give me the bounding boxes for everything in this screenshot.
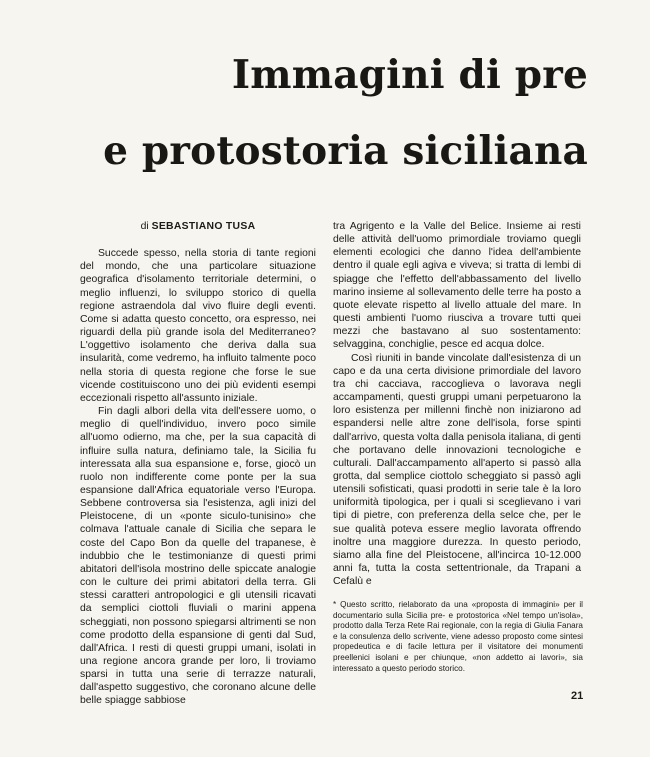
body-paragraph: Succede spesso, nella storia di tante regioni del mondo, che una particolare situazione geografica d'isolamento territoriale determini, o meglio influenzi, lo sviluppo storico di quella regione astraendola dal vivo fluire degli eventi. Come si adatta questo concetto, ora espresso, nei riguardi della più grande isola del Mediterraneo? L'oggettivo isolamento che deriva dalla sua insularità, come vedremo, ha influito talmente poco nella storia di questa regione che forse le sue vicende costituiscono uno dei più evidenti esempi eccezionali rispetto all'assunto iniziale. bbox=[80, 248, 316, 404]
right-column bbox=[333, 220, 581, 588]
byline-prefix: di bbox=[140, 221, 149, 232]
page-number: 21 bbox=[571, 690, 584, 702]
body-paragraph: Fin dagli albori della vita dell'essere uomo, o meglio di quell'individuo, invero poco simile all'uomo odierno, ma che, per la sua capacità di influire sulla natura, definiamo tale, la Sicilia fu interessata alla sua espansione e, forse, giocò un ruolo non indifferente come ponte per la sua espansione dall'Africa equatoriale verso l'Europa. Sebbene controversa sia l'esistenza, agli inizi del Pleistocene, di un «ponte siculo-tunisino» che colmava l'attuale canale di Sicilia che separa le coste del Capo Bon da quelle del trapanese, è indubbio che le testimonianze di questi primi abitatori dell'isola mostrino delle spiccate analogie con le culture dei primi abitatori della terra. Gli stessi caratteri antropologici e gli utensili ricavati da semplici ciottoli fluviali o marini appena scheggiati, non possono spiegarsi altrimenti se non come prodotto della espansione di genti dal Sud, dall'Africa. I resti di questi gruppi umani, isolati in una regione ancora grande per loro, li troviamo sparsi in tutta una serie di terrazze naturali, dall'aspetto suggestivo, che coronano alcune delle belle spiagge sabbiose bbox=[80, 406, 316, 707]
body-paragraph: tra Agrigento e la Valle del Belice. Insieme ai resti delle attività dell'uomo primordiale troviamo quegli elementi ecologici che danno l'idea dell'ambiente dentro il quale egli agiva e viveva; si tratta di lembi di spiagge che l'effetto dell'abbassamento del livello marino insieme al sollevamento delle terre ha posto a quote elevate rispetto al livello attuale del mare. In questi ambienti l'uomo riusciva a trovare tutti quei mezzi che bastavano al suo sostentamento: selvaggina, conchiglie, pesce ed acqua dolce. bbox=[333, 221, 581, 351]
article-title-line-1: Immagini di pre bbox=[231, 52, 588, 98]
footnote: * Questo scritto, rielaborato da una «proposta di immagini» per il documentario sulla Sicilia pre- e protostorica «Nel tempo un'isola», prodotto dalla Terza Rete Rai regionale, con la regia di Giulia Fanara e la consulenza dello scrivente, viene adesso proposto come sintesi propedeutica e di facile lettura per il visitatore dei monumenti preellenici isolani e per chiunque, «non addetto ai lavori», sia interessato a questo periodo storico. bbox=[333, 600, 583, 673]
body-paragraph: Così riuniti in bande vincolate dall'esistenza di un capo e da una certa divisione primordiale del lavoro tra chi cacciava, raccoglieva o lavorava negli accampamenti, questi gruppi umani perpetuarono la loro esistenza per millenni finchè non iniziarono ad espandersi nelle altre zone dell'isola, forse spinti dall'arrivo, questa volta dalla penisola italiana, di genti che portavano delle innovazioni tecnologiche e culturali. Dall'accampamento all'aperto si passò alla grotta, dal semplice ciottolo scheggiato si passò agli utensili sofisticati, quasi prodotti in serie tale è la loro uniformità tipologica, per i quali si sceglievano i vari tipi di pietre, con preferenza della selce che, per le sue qualità poteva essere meglio lavorata offrendo inoltre una maggiore durezza. In questo periodo, siamo alla fine del Pleistocene, all'incirca 10-12.000 anni fa, tutta la costa settentrionale, da Trapani a Cefalù e bbox=[333, 352, 581, 588]
left-column bbox=[80, 220, 316, 708]
author-name: SEBASTIANO TUSA bbox=[151, 221, 256, 232]
byline bbox=[80, 220, 316, 233]
article-title-line-2: e protostoria siciliana bbox=[103, 128, 588, 174]
